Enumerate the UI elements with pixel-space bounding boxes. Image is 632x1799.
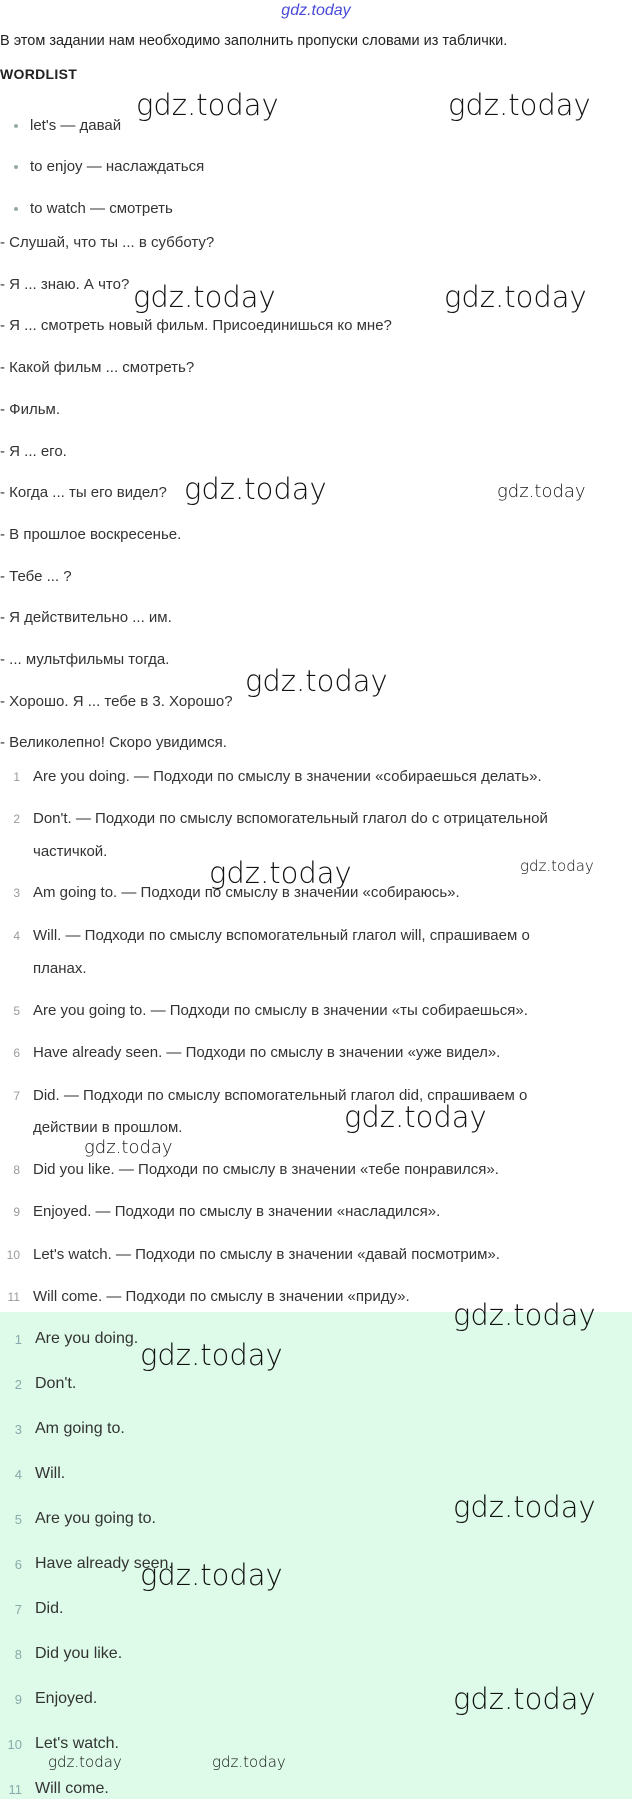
watermark: gdz.today — [453, 1298, 596, 1332]
answers-panel: 1 Are you doing. 2 Don't. 3 Am going to. 4 Will. 5 Are you going to. 6 Have already seen. 7 Did. 8 Did you like. 9 Enjoyed. 10 Let's watch. 11 Will come. — [0, 1312, 632, 1799]
wordlist-title: WORDLIST — [0, 66, 78, 82]
dialogue-line: - Я действительно ... им. — [0, 609, 172, 626]
watermark: gdz.today — [209, 856, 352, 890]
watermark: gdz.today — [444, 280, 587, 314]
dialogue-line: - Я ... его. — [0, 443, 67, 460]
bullet-icon — [14, 207, 18, 211]
bullet-icon — [14, 165, 18, 169]
dialogue-line: - Тебе ... ? — [0, 568, 72, 585]
watermark: gdz.today — [245, 664, 388, 698]
watermark: gdz.today — [140, 1338, 283, 1372]
watermark: gdz.today — [453, 1682, 596, 1716]
dialogue-line: - Великолепно! Скоро увидимся. — [0, 734, 227, 751]
watermark: gdz.today — [136, 88, 279, 122]
dialogue-line: - В прошлое воскресенье. — [0, 526, 182, 543]
wordlist-item: to enjoy — наслаждаться — [14, 158, 204, 175]
watermark: gdz.today — [344, 1100, 487, 1134]
dialogue-line: - Хорошо. Я ... тебе в 3. Хорошо? — [0, 693, 233, 710]
watermark: gdz.today — [497, 481, 586, 502]
dialogue-line: - Слушай, что ты ... в субботу? — [0, 234, 215, 251]
task-intro: В этом задании нам необходимо заполнить пропуски словами из таблички. — [0, 33, 508, 49]
dialogue-line: - ... мультфильмы тогда. — [0, 651, 170, 668]
wordlist-item: let's — давай — [14, 117, 121, 134]
site-logo: gdz.today — [281, 2, 351, 19]
wordlist-item: to watch — смотреть — [14, 200, 173, 217]
dialogue-line: - Я ... знаю. А что? — [0, 276, 130, 293]
bullet-icon — [14, 124, 18, 128]
watermark: gdz.today — [84, 1137, 173, 1158]
dialogue-line: - Я ... смотреть новый фильм. Присоединишься ко мне? — [0, 317, 392, 334]
watermark: gdz.today — [448, 88, 591, 122]
watermark: gdz.today — [453, 1490, 596, 1524]
dialogue-line: - Когда ... ты его видел? — [0, 484, 167, 501]
watermark: gdz.today — [48, 1753, 122, 1771]
dialogue-line: - Какой фильм ... смотреть? — [0, 359, 195, 376]
dialogue-line: - Фильм. — [0, 401, 60, 418]
watermark: gdz.today — [133, 280, 276, 314]
watermark: gdz.today — [212, 1753, 286, 1771]
watermark: gdz.today — [140, 1558, 283, 1592]
watermark: gdz.today — [184, 472, 327, 506]
watermark: gdz.today — [520, 857, 594, 875]
